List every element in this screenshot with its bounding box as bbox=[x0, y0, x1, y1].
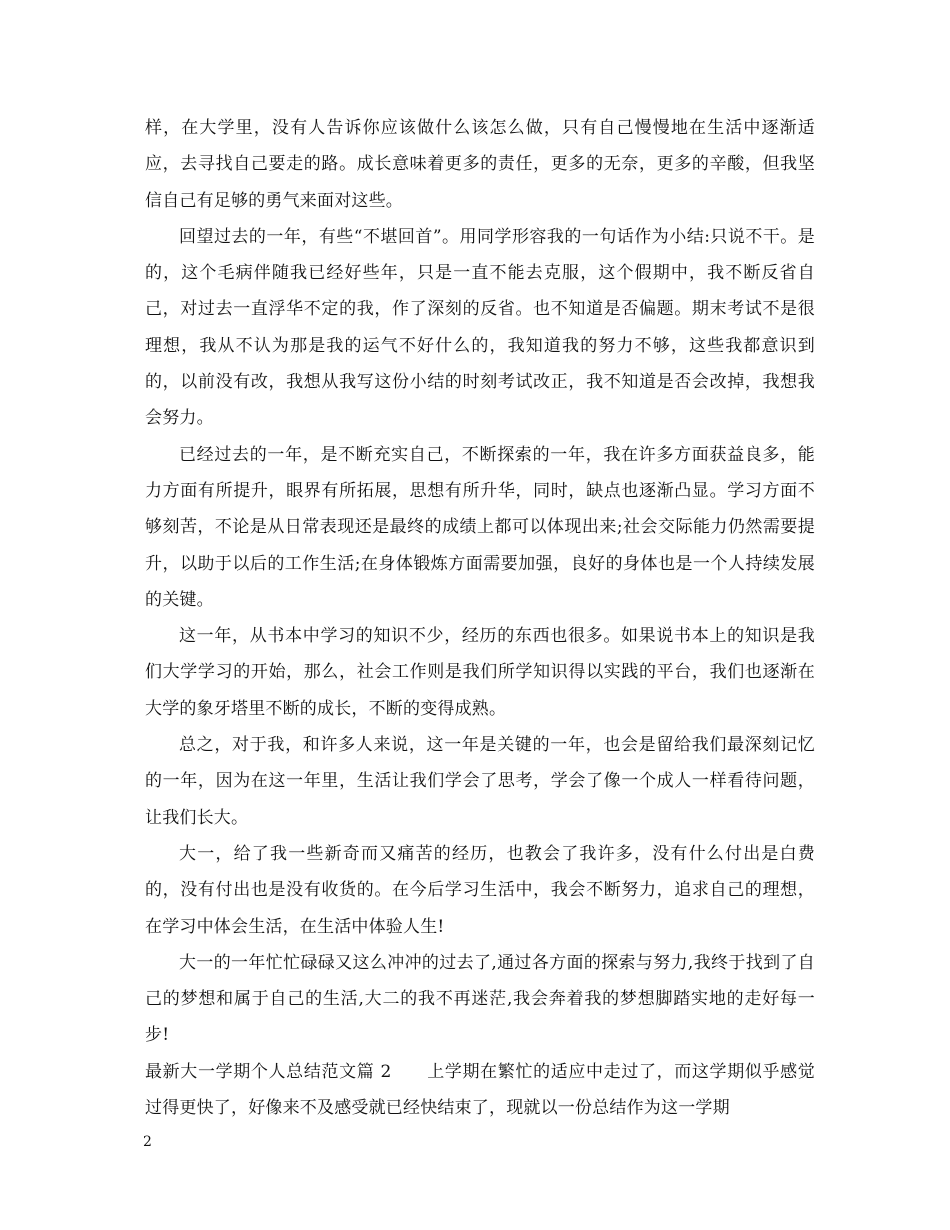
paragraph-1: 样，在大学里，没有人告诉你应该做什么该怎么做，只有自己慢慢地在生活中逐渐适应，去寻找自己要走的路。成长意味着更多的责任，更多的无奈，更多的辛酸，但我坚信自己有足够的勇气来面对这些。 bbox=[145, 118, 815, 211]
paragraph-4: 这一年，从书本中学习的知识不少，经历的东西也很多。如果说书本上的知识是我们大学学习的开始，那么，社会工作则是我们所学知识得以实践的平台，我们也逐渐在大学的象牙塔里不断的成长，不断的变得成熟。 bbox=[145, 626, 815, 719]
paragraph-8: 最新大一学期个人总结范文篇 2 上学期在繁忙的适应中走过了，而这学期似乎感觉过得更快了，好像来不及感受就已经快结束了，现就以一份总结作为这一学期 bbox=[145, 1061, 815, 1119]
paragraph-3: 已经过去的一年，是不断充实自己，不断探索的一年，我在许多方面获益良多，能力方面有所提升，眼界有所拓展，思想有所升华，同时，缺点也逐渐凸显。学习方面不够刻苦，不论是从日常表现还是最终的成绩上都可以体现出来;社会交际能力仍然需要提升，以助于以后的工作生活;在身体锻炼方面需要加强，良好的身体也是一个人持续发展的关键。 bbox=[145, 444, 815, 610]
document-body bbox=[145, 110, 815, 1126]
paragraph-6: 大一，给了我一些新奇而又痛苦的经历，也教会了我许多，没有什么付出是白费的，没有付出也是没有收货的。在今后学习生活中，我会不断努力，追求自己的理想，在学习中体会生活，在生活中体验人生! bbox=[145, 843, 815, 937]
paragraph-5: 总之，对于我，和许多人来说，这一年是关键的一年，也会是留给我们最深刻记忆的一年，因为在这一年里，生活让我们学会了思考，学会了像一个成人一样看待问题，让我们长大。 bbox=[145, 735, 815, 828]
paragraph-2: 回望过去的一年，有些“不堪回首”。用同学形容我的一句话作为小结:只说不干。是的，这个毛病伴随我已经好些年，只是一直不能去克服，这个假期中，我不断反省自己，对过去一直浮华不定的我，作了深刻的反省。也不知道是否偏题。期末考试不是很理想，我从不认为那是我的运气不好什么的，我知道我的努力不够，这些我都意识到的，以前没有改，我想从我写这份小结的时刻考试改正，我不知道是否会改掉，我想我会努力。 bbox=[145, 226, 815, 429]
page-number: 2 bbox=[143, 1134, 152, 1150]
paragraph-7: 大一的一年忙忙碌碌又这么冲冲的过去了,通过各方面的探索与努力,我终于找到了自己的梦想和属于自己的生活,大二的我不再迷茫,我会奔着我的梦想脚踏实地的走好每一步! bbox=[145, 952, 815, 1046]
